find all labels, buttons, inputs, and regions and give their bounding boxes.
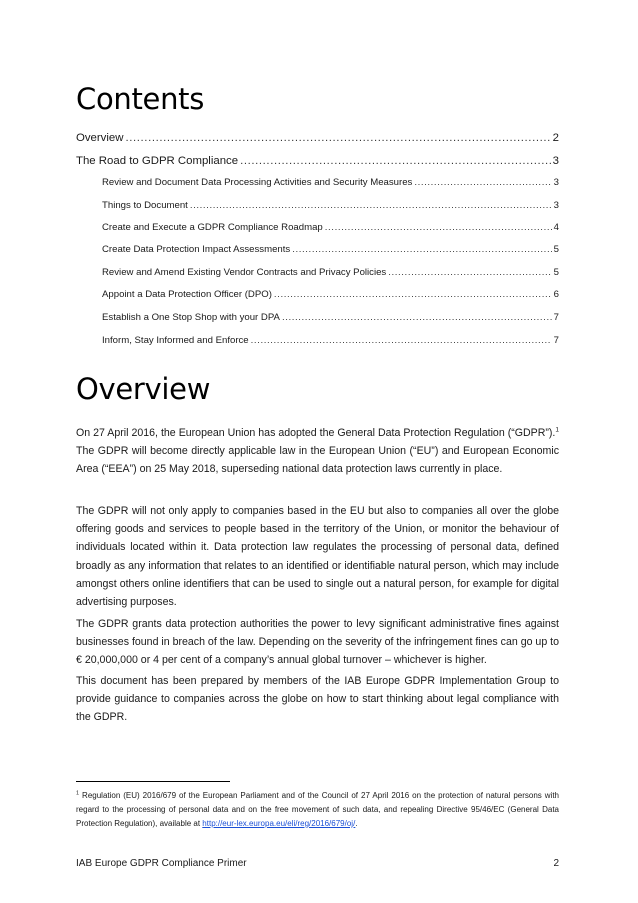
toc-entry-road-to-gdpr[interactable] [76,154,559,168]
footnote-text: Regulation (EU) 2016/679 of the European Parliament and of the Council of 27 April 2016 on the protection of natural persons with regard to the processing of personal data and on the free movement of such data, and repealing Directive 95/46/EC (General Data Protection Regulation), available at [76,791,559,828]
toc-entry-page: 5 [553,267,559,278]
overview-heading: Overview [76,372,211,406]
toc-entry-things-to-document[interactable] [102,199,559,213]
toc-entry-label: Review and Amend Existing Vendor Contracts and Privacy Policies [102,267,387,278]
toc-entry-one-stop-shop[interactable] [102,311,559,325]
toc-dot-leader [125,131,550,145]
footer-page-number: 2 [553,858,559,869]
footer-title: IAB Europe GDPR Compliance Primer [76,858,247,869]
overview-paragraph-1 [76,424,559,479]
toc-entry-page: 6 [553,289,559,300]
toc-entry-roadmap[interactable] [102,221,559,235]
toc-entry-page: 3 [552,155,559,167]
footnote-number: 1 [76,790,80,797]
toc-dot-leader [251,334,552,348]
toc-dot-leader [190,199,552,213]
toc-entry-page: 3 [553,177,559,188]
toc-entry-label: The Road to GDPR Compliance [76,155,239,167]
overview-paragraph-4: This document has been prepared by members of the IAB Europe GDPR Implementation Group to provide guidance to companies across the globe on how to start thinking about legal compliance with the GDPR. [76,675,559,724]
toc-dot-leader [414,176,551,190]
footnote [76,789,559,830]
toc-entry-label: Inform, Stay Informed and Enforce [102,335,249,346]
toc-entry-review-document[interactable] [102,176,559,190]
toc-entry-label: Create Data Protection Impact Assessments [102,244,291,255]
toc-dot-leader [274,288,552,302]
toc-entry-page: 5 [553,244,559,255]
toc-entry-overview[interactable] [76,131,559,145]
toc-dot-leader [325,221,552,235]
toc-entry-label: Things to Document [102,200,188,211]
toc-entry-label: Review and Document Data Processing Activities and Security Measures [102,177,413,188]
toc-dot-leader [292,243,551,257]
toc-entry-label: Appoint a Data Protection Officer (DPO) [102,289,272,300]
toc-dot-leader [282,311,552,325]
toc-entry-vendor-contracts[interactable] [102,266,559,280]
toc-entry-label: Overview [76,132,124,144]
overview-paragraph-2: The GDPR will not only apply to companies based in the EU but also to companies all over the globe offering goods and services to people based in the territory of the Union, or monitor the behaviour of individuals located within it. Data protection law regulates the processing of personal data, defined broadly as any information that relates to an identified or identifiable natural person, which may include amongst others online identifiers that can be used to single out a natural person, for example for digital advertising purposes. [76,505,559,609]
overview-paragraph-1-start: On 27 April 2016, the European Union has adopted the General Data Protection Regulation (“GDPR”). [76,427,556,439]
toc-entry-impact-assessments[interactable] [102,243,559,257]
toc-entry-page: 7 [553,312,559,323]
footnote-end: . [355,818,358,828]
contents-heading: Contents [76,82,205,116]
toc-entry-label: Create and Execute a GDPR Compliance Roadmap [102,222,323,233]
toc-entry-dpo[interactable] [102,288,559,302]
toc-entry-label: Establish a One Stop Shop with your DPA [102,312,280,323]
toc-dot-leader [240,154,551,168]
footnote-reference[interactable]: 1 [555,426,559,434]
overview-paragraph-3: The GDPR grants data protection authorities the power to levy significant administrative fines against businesses found in breach of the law. Depending on the severity of the infringement fines can go up to € 20,000,000 or 4 per cent of a company’s annual global turnover – whichever is higher. [76,618,559,667]
toc-entry-page: 7 [553,335,559,346]
toc-entry-page: 2 [552,132,559,144]
toc-entry-page: 4 [553,222,559,233]
toc-dot-leader [388,266,551,280]
footnote-link[interactable]: http://eur-lex.europa.eu/eli/reg/2016/679/oj/ [202,818,356,828]
toc-entry-page: 3 [553,200,559,211]
footnote-divider [76,781,230,782]
overview-paragraph-1-end: The GDPR will become directly applicable law in the European Union (“EU”) and European Economic Area (“EEA”) on 25 May 2018, superseding national data protection laws currently in place. [76,445,559,476]
toc-entry-inform-enforce[interactable] [102,334,559,348]
